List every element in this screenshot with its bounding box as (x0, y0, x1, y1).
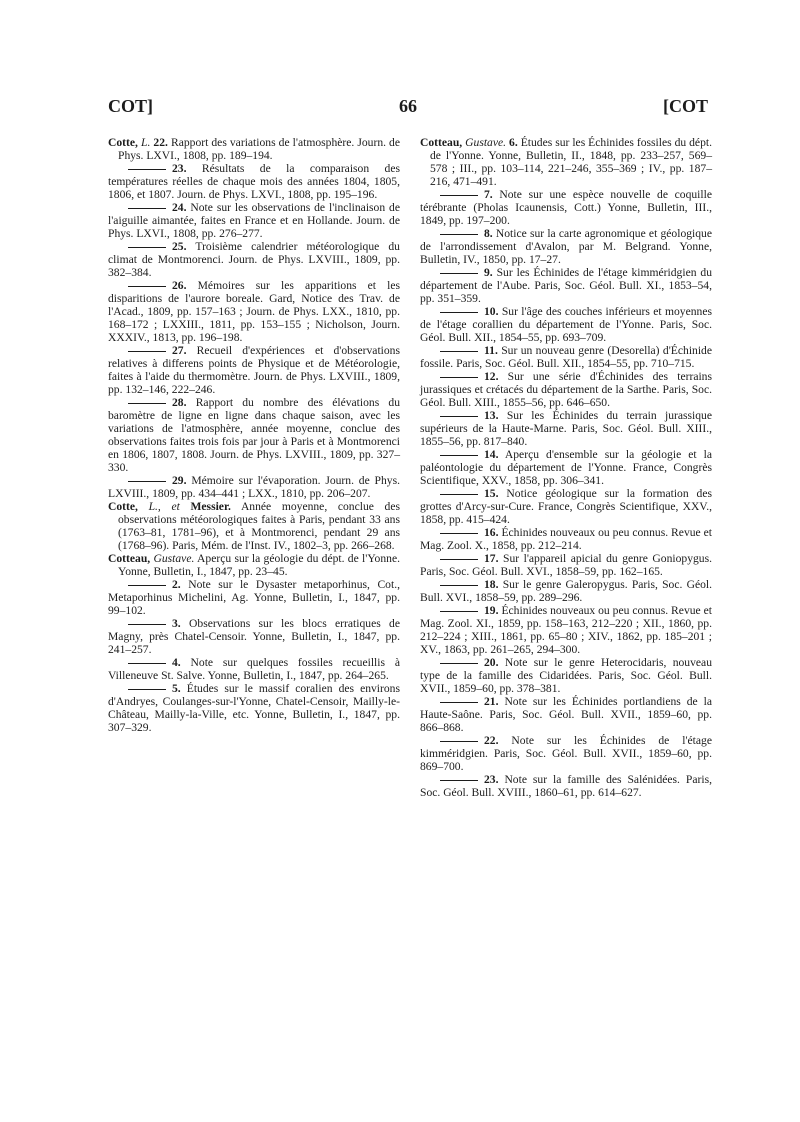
entry-number: 27. (172, 344, 187, 357)
entry-number: 28. (172, 396, 187, 409)
entry-number: 8. (484, 227, 493, 240)
bibliography-entry (420, 227, 712, 266)
entry-number: 2. (172, 578, 181, 591)
entry-author: Cotteau, (108, 552, 151, 565)
entry-number: 19. (484, 604, 499, 617)
entry-text: Sur l'appareil apicial du genre Goniopygus. Paris, Soc. Géol. Bull. XVI., 1858–59, pp. 162–165. (420, 552, 713, 578)
bibliography-entry (420, 552, 712, 578)
bibliography-entry (420, 695, 712, 734)
entry-text: Sur un nouveau genre (Desorella) d'Échinide fossile. Paris, Soc. Géol. Bull. XII., 1854–55, pp. 710–715. (420, 344, 713, 370)
ditto-dash (128, 624, 166, 625)
bibliography-entry (108, 656, 400, 682)
entry-coauthor: Messier. (190, 500, 231, 513)
ditto-dash (440, 702, 478, 703)
entry-text: Notice géologique sur la formation des grottes d'Arcy-sur-Cure. France, Congrès Scientifique, XXV., 1858, pp. 415–424. (420, 487, 713, 526)
entry-text: Recueil d'expériences et d'observations relatives à differens points de Physique et de Météorologie, faites à l'aide du thermomètre. Journ. de Phys. LXVIII., 1809, pp. 132–146, 222–246. (108, 344, 400, 396)
ditto-dash (440, 663, 478, 664)
bibliography-entry (108, 136, 400, 162)
ditto-dash (440, 195, 478, 196)
ditto-dash (440, 416, 478, 417)
entry-text: Note sur la famille des Salénidées. Paris, Soc. Géol. Bull. XVIII., 1860–61, pp. 614–627. (420, 773, 712, 799)
entry-author-given: L. (141, 136, 151, 149)
bibliography-entry (420, 487, 712, 526)
ditto-dash (128, 689, 166, 690)
ditto-dash (440, 273, 478, 274)
entry-number: 10. (484, 305, 499, 318)
page-number: 66 (399, 96, 417, 116)
entry-text: Note sur les Échinides portlandiens de la Haute-Saône. Paris, Soc. Géol. Bull. XVII., 1859–60, pp. 866–868. (420, 695, 712, 734)
bibliography-entry (108, 396, 400, 474)
entry-number: 29. (172, 474, 187, 487)
entry-number: 12. (484, 370, 499, 383)
entry-number: 16. (484, 526, 499, 539)
bibliography-entry (108, 240, 400, 279)
bibliography-entry (108, 474, 400, 500)
ditto-dash (440, 377, 478, 378)
ditto-dash (440, 585, 478, 586)
entry-author: Cotteau, (420, 136, 463, 149)
entry-text: Observations sur les blocs erratiques de Magny, près Chatel-Censoir. Yonne, Bulletin, I., 1847, pp. 241–257. (108, 617, 400, 656)
bibliography-entry (420, 448, 712, 487)
entry-text: Note sur une espèce nouvelle de coquille térébrante (Pholas Icaunensis, Cott.) Yonne, Bulletin, III., 1849, pp. 197–200. (420, 188, 712, 227)
entry-number: 22. (484, 734, 499, 747)
ditto-dash (128, 247, 166, 248)
entry-number: 5. (172, 682, 181, 695)
entry-text: Sur les Échinides de l'étage kimméridgien du département de l'Aube. Paris, Soc. Géol. Bull. XI., 1853–54, pp. 351–359. (420, 266, 713, 305)
bibliography-entry (420, 526, 712, 552)
entry-number: 4. (172, 656, 181, 669)
bibliography-entry (108, 617, 400, 656)
entry-author: Cotte, (108, 136, 138, 149)
ditto-dash (128, 351, 166, 352)
ditto-dash (440, 351, 478, 352)
header-left: COT] (108, 96, 153, 116)
entry-text: Mémoires sur les apparitions et les disparitions de l'aurore boreale. Gard, Notice des Trav. de l'Acad., 1809, pp. 157–163 ; Journ. de Phys. LXX., 1810, pp. 168–172 ; LXXIII., 1811, pp. 153–155 ; Nicholson, Journ. XXXIV., 1813, pp. 196–198. (108, 279, 401, 344)
bibliography-entry (420, 344, 712, 370)
bibliography-entry (420, 773, 712, 799)
left-column (108, 136, 400, 734)
bibliography-entry (420, 656, 712, 695)
entry-author: Cotte, (108, 500, 138, 513)
bibliography-entry (108, 344, 400, 396)
ditto-dash (440, 533, 478, 534)
entry-author-given: Gustave. (465, 136, 507, 149)
entry-text: Note sur les observations de l'inclinaison de l'aiguille aimantée, faites en France et en Hollande. Journ. de Phys. LXVI., 1808, pp. 276–277. (108, 201, 400, 240)
bibliography-entry (420, 409, 712, 448)
entry-text: Troisième calendrier météorologique du climat de Montmorenci. Journ. de Phys. LXVIII., 1809, pp. 382–384. (108, 240, 400, 279)
entry-text: Note sur le Dysaster metaporhinus, Cot., Metaporhinus Michelini, Ag. Yonne, Bulletin, I., 1847, pp. 99–102. (108, 578, 400, 617)
entry-text: Année moyenne, conclue des observations météorologiques faites à Paris, pendant 33 ans (1763–81, 1781–96), et à Montmorenci, pendant 29 ans (1768–96). Paris, Mém. de l'Inst. IV., 1802–3, pp. 266–268. (118, 500, 400, 552)
ditto-dash (440, 234, 478, 235)
entry-number: 15. (484, 487, 499, 500)
entry-text: Études sur le massif coralien des environs d'Andryes, Coulanges-sur-l'Yonne, Chatel-Censoir, Mailly-le-Château, Mailly-la-Ville, etc. Yonne, Bulletin, I., 1847, pp. 307–329. (108, 682, 400, 734)
entry-text: Notice sur la carte agronomique et géologique de l'arrondissement d'Avalon, par M. Belgrand. Yonne, Bulletin, IV., 1850, pp. 17–27. (420, 227, 712, 266)
entry-number: 11. (484, 344, 498, 357)
bibliography-entry (108, 578, 400, 617)
entry-number: 14. (484, 448, 499, 461)
ditto-dash (440, 494, 478, 495)
entry-number: 21. (484, 695, 499, 708)
entry-text: Aperçu d'ensemble sur la géologie et la paléontologie du département de l'Yonne. France, Congrès Scientifique, XXV., 1858, pp. 306–341. (420, 448, 712, 487)
entry-number: 24. (172, 201, 187, 214)
entry-number: 26. (172, 279, 187, 292)
entry-text: Rapport des variations de l'atmosphère. Journ. de Phys. LXVI., 1808, pp. 189–194. (118, 136, 401, 162)
entry-text: Note sur quelques fossiles recueillis à Villeneuve St. Salve. Yonne, Bulletin, I., 1847, pp. 264–265. (108, 656, 400, 682)
entry-text: Sur l'âge des couches inférieurs et moyennes de l'étage corallien du département de l'Yonne. Paris, Soc. Géol. Bull. XII., 1854–55, pp. 693–709. (420, 305, 712, 344)
entry-number: 13. (484, 409, 499, 422)
entry-number: 22. (153, 136, 168, 149)
bibliography-entry (420, 136, 712, 188)
bibliography-entry (420, 266, 712, 305)
ditto-dash (128, 481, 166, 482)
bibliography-entry (108, 201, 400, 240)
entry-text: Note sur les Échinides de l'étage kimméridgien. Paris, Soc. Géol. Bull. XVII., 1859–60, pp. 869–700. (420, 734, 712, 773)
ditto-dash (128, 208, 166, 209)
entry-text: Études sur les Échinides fossiles du dépt. de l'Yonne. Yonne, Bulletin, II., 1848, pp. 233–257, 569–578 ; III., pp. 103–114, 221–246, 355–369 ; IV., pp. 187–216, 471–491. (430, 136, 712, 188)
bibliography-entry (108, 279, 400, 344)
bibliography-entry (420, 734, 712, 773)
ditto-dash (128, 286, 166, 287)
ditto-dash (440, 455, 478, 456)
entry-text: Mémoire sur l'évaporation. Journ. de Phys. LXVIII., 1809, pp. 434–441 ; LXX., 1810, pp. 206–207. (108, 474, 400, 500)
ditto-dash (128, 663, 166, 664)
entry-text: Aperçu sur la géologie du dépt. de l'Yonne. Yonne, Bulletin, I., 1847, pp. 23–45. (118, 552, 400, 578)
entry-number: 23. (484, 773, 499, 786)
entry-text: Sur les Échinides du terrain jurassique supérieurs de la Haute-Marne. Paris, Soc. Géol. Bull. XIII., 1855–56, pp. 817–840. (420, 409, 712, 448)
entry-number: 7. (484, 188, 493, 201)
entry-text: Sur une série d'Échinides des terrains jurassiques et crétacés du département de la Sarthe. Paris, Soc. Géol. Bull. XIII., 1855–56, pp. 646–650. (420, 370, 712, 409)
entry-number: 25. (172, 240, 187, 253)
entry-number: 23. (172, 162, 187, 175)
bibliography-entry (108, 682, 400, 734)
right-column (420, 136, 712, 799)
entry-text: Sur le genre Galeropygus. Paris, Soc. Géol. Bull. XVI., 1858–59, pp. 289–296. (420, 578, 713, 604)
ditto-dash (128, 403, 166, 404)
entry-number: 18. (484, 578, 499, 591)
entry-text: Échinides nouveaux ou peu connus. Revue et Mag. Zool. XI., 1859, pp. 158–163, 212–220 ; XII., 1860, pp. 212–224 ; XIII., 1861, pp. 65–80 ; XIV., 1862, pp. 185–201 ; XV., 1863, pp. 261–265, 294–300. (420, 604, 712, 656)
entry-text: Résultats de la comparaison des températures réelles de chaque mois des années 1804, 1805, 1806, et 1807. Journ. de Phys. LXVI., 1808, pp. 195–196. (108, 162, 400, 201)
running-header (108, 96, 708, 122)
entry-number: 6. (509, 136, 518, 149)
entry-text: Rapport du nombre des élévations du baromètre de ligne en ligne dans chaque saison, avec les variations de l'atmosphère, année moyenne, conclue des observations faites trois fois par jour à Paris et à Montmorenci en 1806, 1807, 1808. Journ. de Phys. LXVIII., 1809, pp. 327–330. (108, 396, 400, 474)
ditto-dash (128, 169, 166, 170)
ditto-dash (440, 559, 478, 560)
entry-author-given: Gustave. (153, 552, 195, 565)
bibliography-entry (420, 370, 712, 409)
ditto-dash (440, 741, 478, 742)
bibliography-entry (108, 162, 400, 201)
entry-number: 20. (484, 656, 499, 669)
bibliography-entry (108, 552, 400, 578)
bibliography-entry (420, 604, 712, 656)
header-right: [COT (663, 96, 708, 116)
bibliography-entry (108, 500, 400, 552)
entry-number: 17. (484, 552, 499, 565)
entry-text: Note sur le genre Heterocidaris, nouveau type de la famille des Cidaridées. Paris, Soc. Géol. Bull. XVII., 1859–60, pp. 378–381. (420, 656, 712, 695)
entry-text: Échinides nouveaux ou peu connus. Revue et Mag. Zool. X., 1858, pp. 212–214. (420, 526, 712, 552)
bibliography-entry (420, 305, 712, 344)
ditto-dash (440, 780, 478, 781)
ditto-dash (128, 585, 166, 586)
bibliography-entry (420, 188, 712, 227)
entry-number: 3. (172, 617, 181, 630)
ditto-dash (440, 611, 478, 612)
entry-number: 9. (484, 266, 493, 279)
entry-author-given: L., et (148, 500, 180, 513)
ditto-dash (440, 312, 478, 313)
bibliography-entry (420, 578, 712, 604)
